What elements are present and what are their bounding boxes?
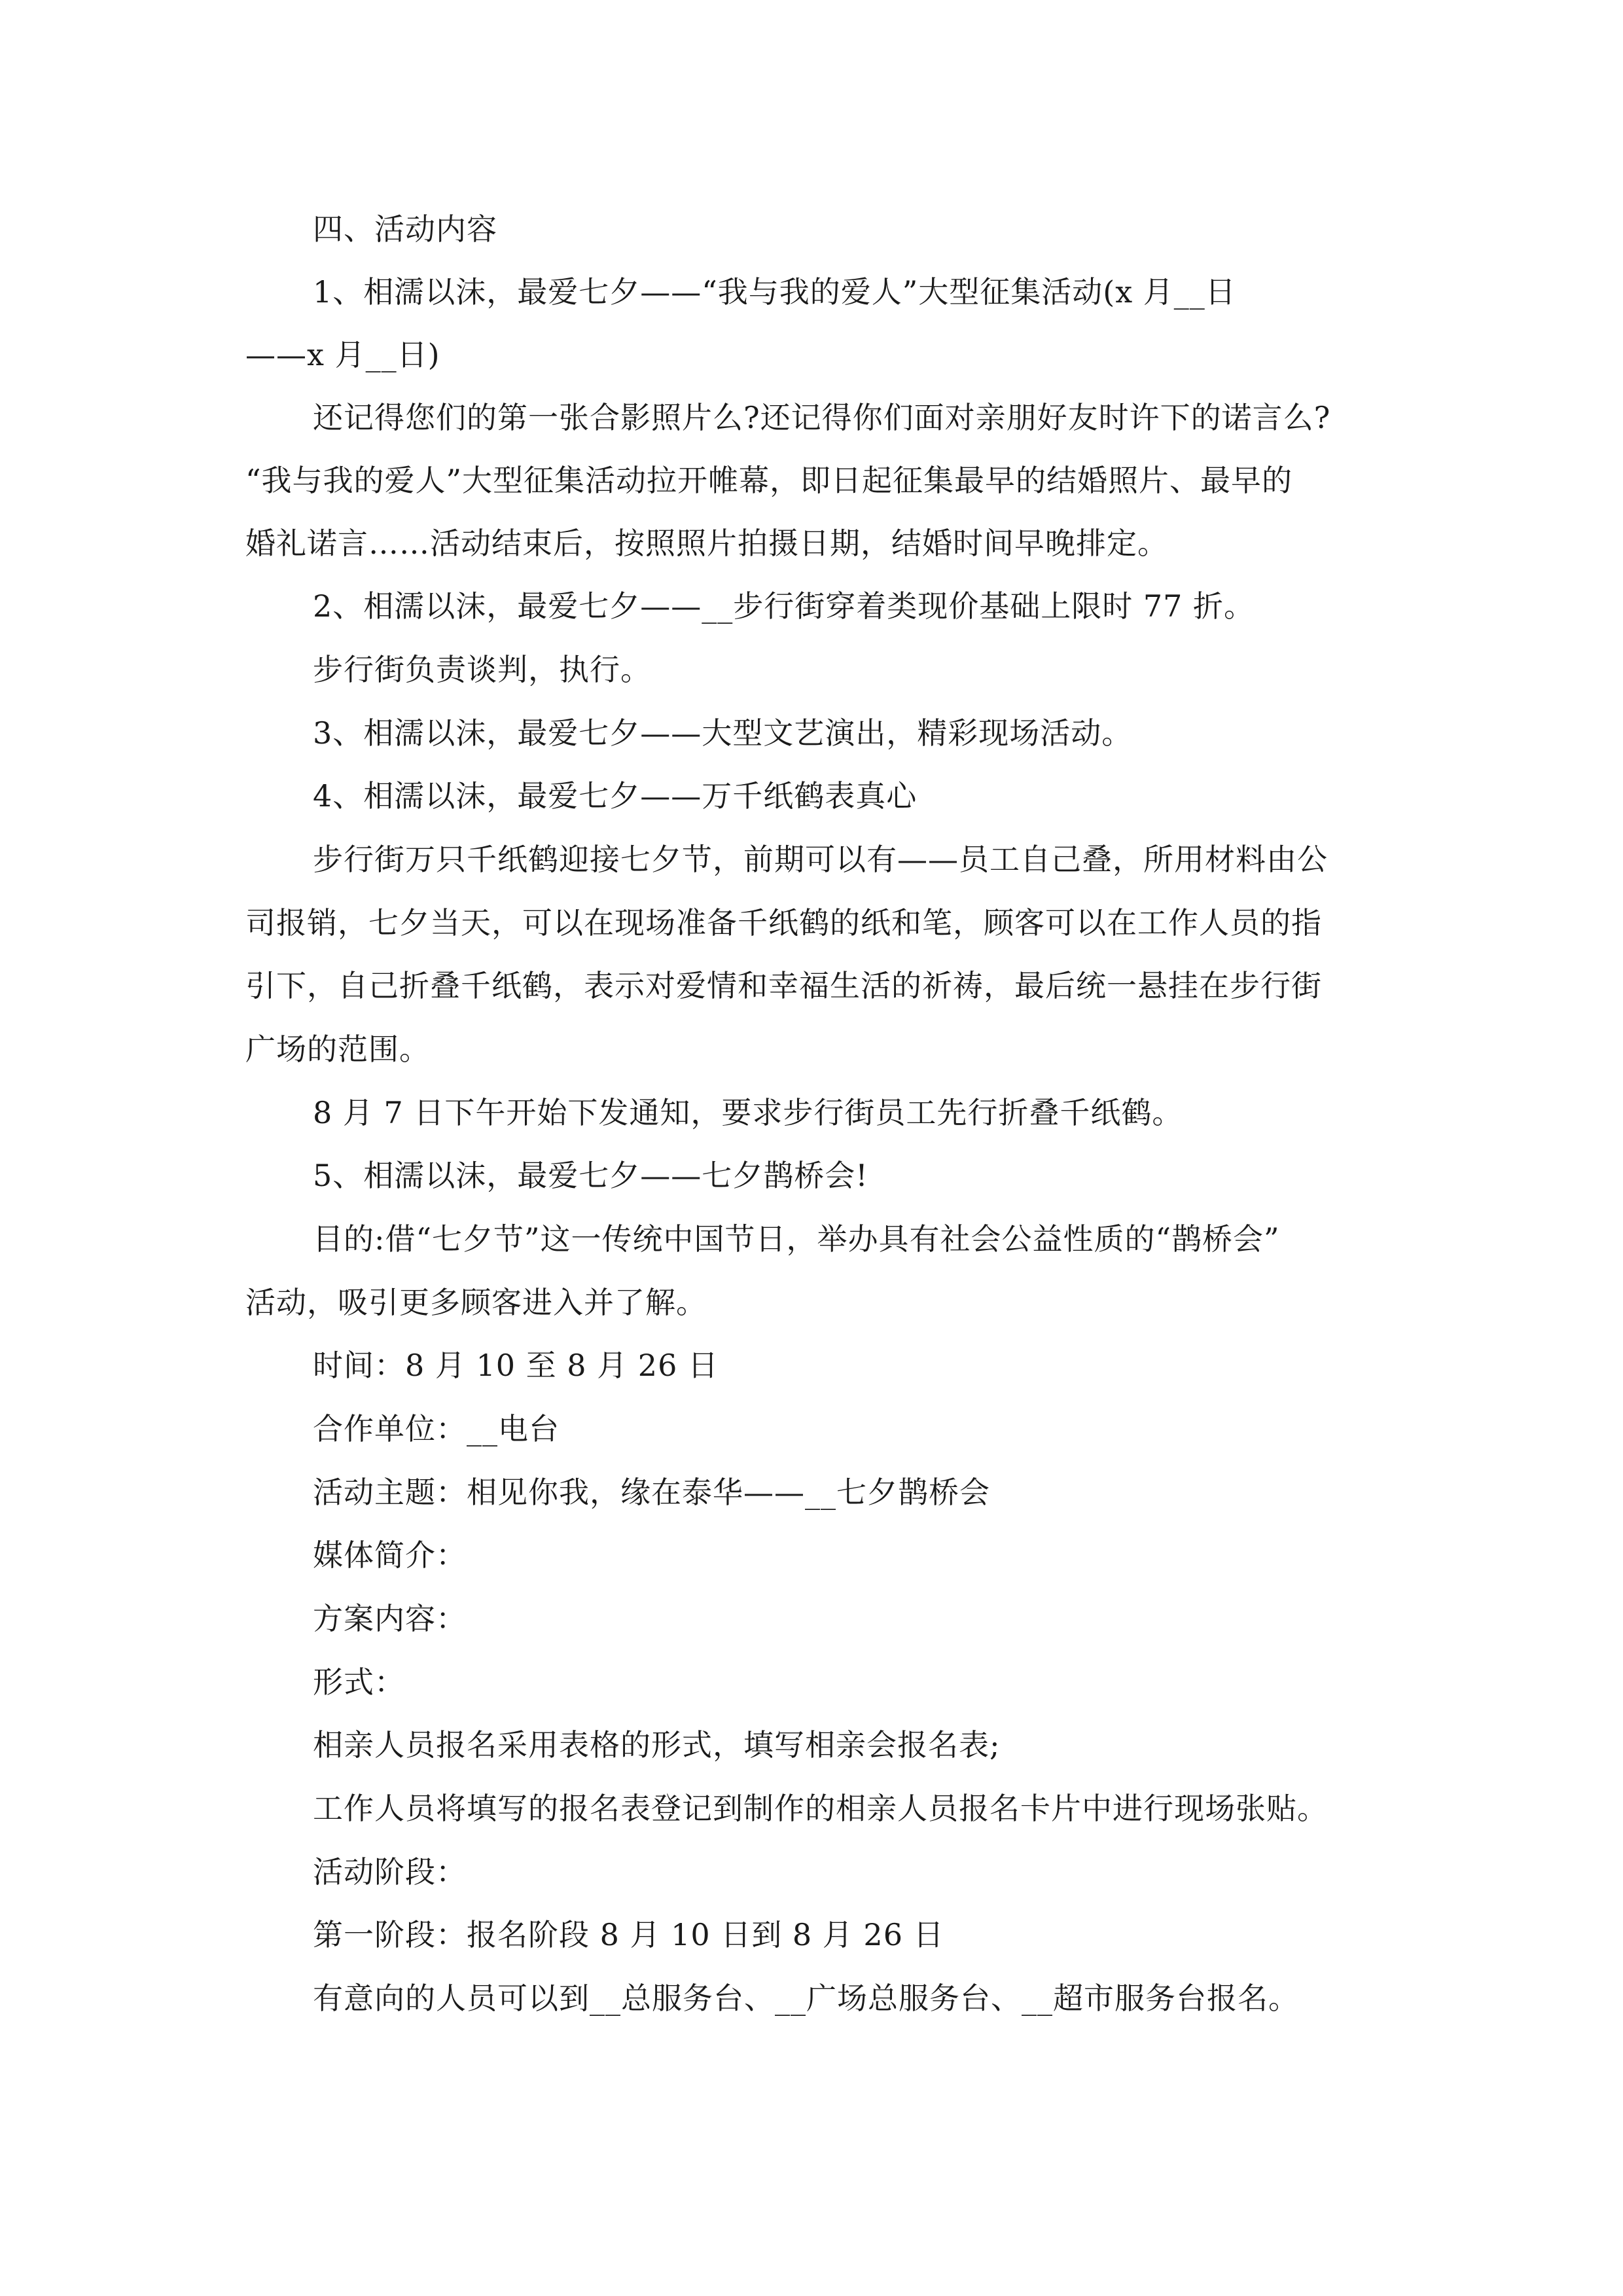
item-1-heading-cont: ——x 月__日) — [245, 337, 440, 372]
paragraph-line: 还记得您们的第一张合影照片么?还记得你们面对亲朋好友时许下的诺言么? — [313, 400, 1331, 435]
paragraph-line: “我与我的爱人”大型征集活动拉开帷幕，即日起征集最早的结婚照片、最早的 — [245, 463, 1293, 498]
time-line: 时间：8 月 10 至 8 月 26 日 — [313, 1348, 719, 1383]
paragraph-line: 步行街负责谈判，执行。 — [313, 652, 651, 687]
paragraph-line: 广场的范围。 — [245, 1031, 430, 1067]
paragraph-line: 步行街万只千纸鹤迎接七夕节，前期可以有——员工自己叠，所用材料由公 — [313, 842, 1328, 877]
paragraph-line: 婚礼诺言……活动结束后，按照照片拍摄日期，结婚时间早晚排定。 — [245, 526, 1168, 561]
item-4-heading: 4、相濡以沫，最爱七夕——万千纸鹤表真心 — [313, 778, 918, 814]
stage-label: 活动阶段： — [313, 1854, 467, 1890]
plan-content-label: 方案内容： — [313, 1601, 467, 1636]
paragraph-line: 相亲人员报名采用表格的形式，填写相亲会报名表; — [313, 1727, 1001, 1763]
paragraph-line: 引下，自己折叠千纸鹤，表示对爱情和幸福生活的祈祷，最后统一悬挂在步行街 — [245, 968, 1322, 1003]
section-heading: 四、活动内容 — [313, 211, 497, 247]
paragraph-line: 司报销，七夕当天，可以在现场准备千纸鹤的纸和笔，顾客可以在工作人员的指 — [245, 905, 1322, 941]
theme-line: 活动主题：相见你我，缘在泰华——__七夕鹊桥会 — [313, 1475, 990, 1510]
paragraph-line: 有意向的人员可以到__总服务台、__广场总服务台、__超市服务台报名。 — [313, 1981, 1299, 2016]
item-5-heading: 5、相濡以沫，最爱七夕——七夕鹊桥会! — [313, 1158, 868, 1193]
form-label: 形式： — [313, 1664, 405, 1700]
item-1-heading: 1、相濡以沫，最爱七夕——“我与我的爱人”大型征集活动(x 月__日 — [313, 274, 1236, 310]
paragraph-line: 活动，吸引更多顾客进入并了解。 — [245, 1285, 707, 1320]
media-intro-label: 媒体简介： — [313, 1537, 467, 1573]
paragraph-line: 8 月 7 日下午开始下发通知，要求步行街员工先行折叠千纸鹤。 — [313, 1095, 1183, 1130]
partner-line: 合作单位：__电台 — [313, 1411, 560, 1446]
paragraph-line: 工作人员将填写的报名表登记到制作的相亲人员报名卡片中进行现场张贴。 — [313, 1791, 1328, 1826]
stage-1-line: 第一阶段：报名阶段 8 月 10 日到 8 月 26 日 — [313, 1917, 944, 1952]
paragraph-line: 目的:借“七夕节”这一传统中国节日，举办具有社会公益性质的“鹊桥会” — [313, 1221, 1280, 1257]
item-3-heading: 3、相濡以沫，最爱七夕——大型文艺演出，精彩现场活动。 — [313, 715, 1133, 751]
item-2-heading: 2、相濡以沫，最爱七夕——__步行街穿着类现价基础上限时 77 折。 — [313, 588, 1255, 624]
